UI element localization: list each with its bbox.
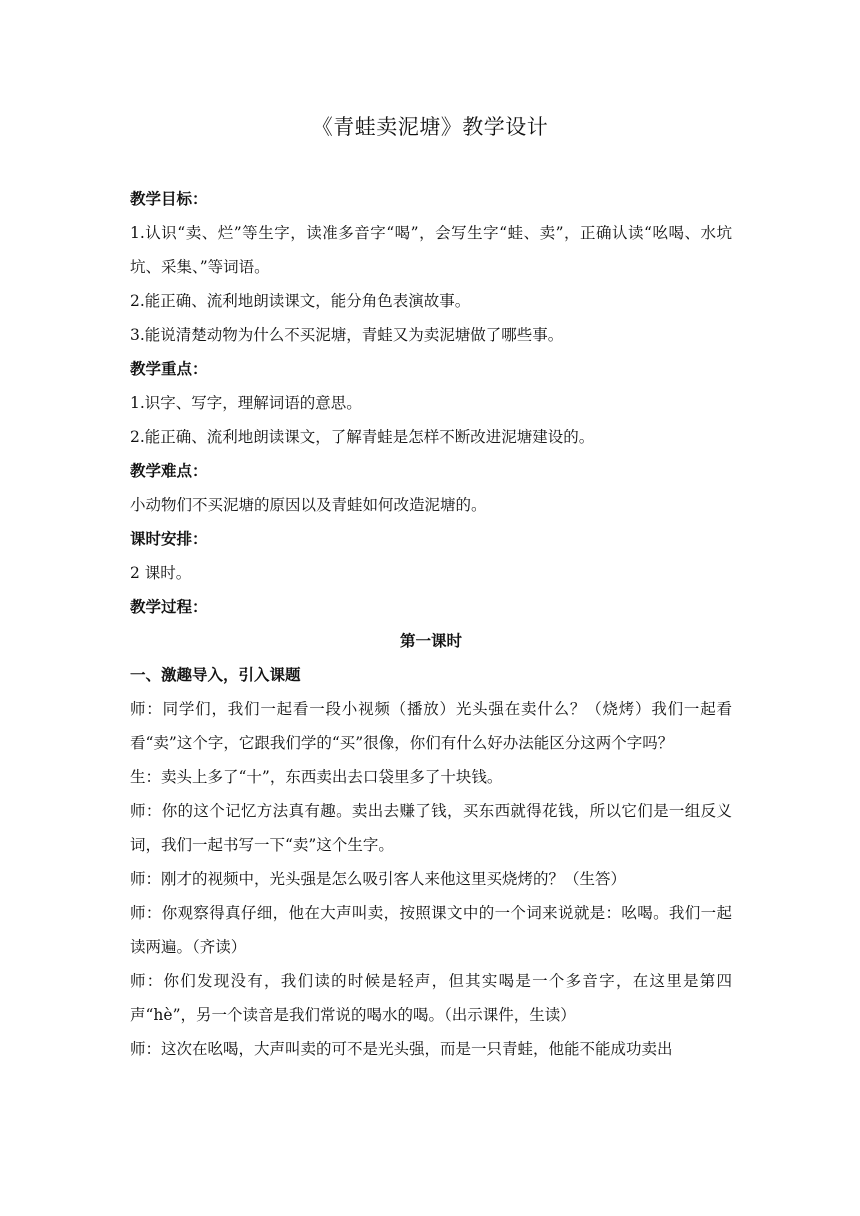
dialogue-paragraph-5: 师：你观察得真仔细，他在大声叫卖，按照课文中的一个词来说就是：吆喝。我们一起读两遍。（齐读） (130, 904, 732, 956)
dialogue-paragraph-4: 师：刚才的视频中，光头强是怎么吸引客人来他这里买烧烤的？（生答） (130, 870, 627, 888)
objective-item-1: 1.认识“卖、烂”等生字，读准多音字“喝”，会写生字“蛙、卖”，正确认读“吆喝、水坑坑、采集、”等词语。 (130, 224, 732, 276)
section-heading: 一、激趣导入，引入课题 (130, 665, 301, 684)
schedule-heading: 课时安排： (130, 529, 208, 548)
document-body (130, 182, 732, 1066)
schedule-text: 2 课时。 (130, 564, 192, 582)
objectives-heading: 教学目标： (130, 189, 208, 208)
dialogue-paragraph-6: 师：你们发现没有，我们读的时候是轻声，但其实喝是一个多音字，在这里是第四声“hè”，另一个读音是我们常说的喝水的喝。（出示课件，生读） (130, 972, 732, 1024)
dialogue-paragraph-1: 师：同学们，我们一起看一段小视频（播放）光头强在卖什么？（烧烤）我们一起看看“卖”这个字，它跟我们学的“买”很像，你们有什么好办法能区分这两个字吗？ (130, 700, 732, 752)
key-point-item-2: 2.能正确、流利地朗读课文，了解青蛙是怎样不断改进泥塘建设的。 (130, 428, 595, 446)
key-points-heading: 教学重点： (130, 359, 208, 378)
difficulties-heading: 教学难点： (130, 461, 208, 480)
document-title: 《青蛙卖泥塘》教学设计 (311, 115, 549, 139)
dialogue-paragraph-3: 师：你的这个记忆方法真有趣。卖出去赚了钱，买东西就得花钱，所以它们是一组反义词，我们一起书写一下“卖”这个生字。 (130, 802, 732, 854)
process-heading: 教学过程： (130, 597, 208, 616)
dialogue-paragraph-2: 生：卖头上多了“十”，东西卖出去口袋里多了十块钱。 (130, 768, 503, 786)
lesson-title: 第一课时 (399, 631, 462, 650)
dialogue-paragraph-7: 师：这次在吆喝，大声叫卖的可不是光头强，而是一只青蛙，他能不能成功卖出 (130, 1040, 673, 1058)
objective-item-2: 2.能正确、流利地朗读课文，能分角色表演故事。 (130, 292, 471, 310)
difficulties-text: 小动物们不买泥塘的原因以及青蛙如何改造泥塘的。 (130, 496, 487, 514)
key-point-item-1: 1.识字、写字，理解词语的意思。 (130, 394, 362, 412)
objective-item-3: 3.能说清楚动物为什么不买泥塘，青蛙又为卖泥塘做了哪些事。 (130, 326, 564, 344)
